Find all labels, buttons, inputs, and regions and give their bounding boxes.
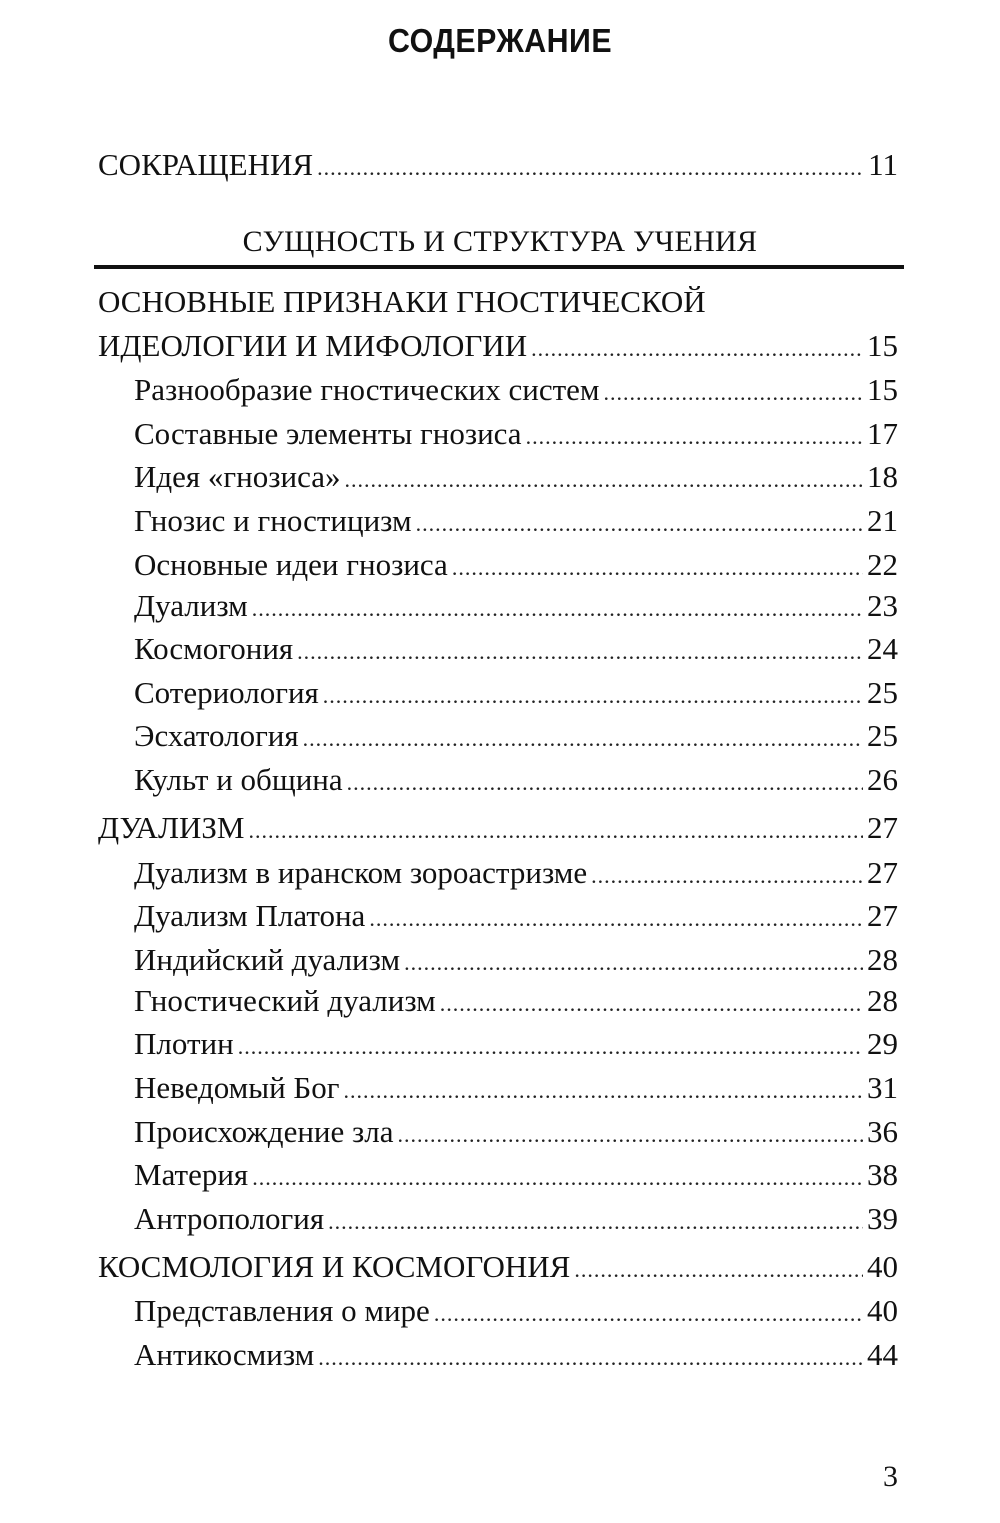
dot-leader <box>591 856 863 896</box>
toc-entry-page: 31 <box>867 1070 898 1105</box>
dot-leader <box>604 373 864 413</box>
toc-entry-label: Культ и община <box>134 762 343 797</box>
toc-entry <box>134 1199 898 1242</box>
dot-leader <box>398 1115 864 1155</box>
toc-entry <box>134 370 898 413</box>
toc-entry-label: Эсхатология <box>134 718 299 753</box>
toc-entry-label: Дуализм в иранском зороастризме <box>134 855 588 890</box>
section-divider <box>94 265 904 269</box>
toc-entry-label: СОКРАЩЕНИЯ <box>98 147 314 182</box>
toc-entry <box>134 457 898 500</box>
toc-entry-page: 23 <box>867 588 898 623</box>
toc-entry-label: Сотериология <box>134 675 319 710</box>
toc-entry-page: 21 <box>867 503 898 538</box>
dot-leader <box>574 1250 863 1290</box>
toc-chapter-2 <box>98 808 898 851</box>
chapter-title-line-1: ОСНОВНЫЕ ПРИЗНАКИ ГНОСТИЧЕСКОЙ <box>98 284 706 319</box>
dot-leader <box>328 1202 863 1242</box>
toc-entry-page: 27 <box>867 810 898 845</box>
toc-entry <box>134 853 898 896</box>
toc-entry <box>134 940 898 983</box>
dot-leader <box>303 719 863 759</box>
toc-entry <box>134 501 898 544</box>
toc-entry-label: Идея «гнозиса» <box>134 459 341 494</box>
toc-entry-page: 40 <box>867 1293 898 1328</box>
toc-entry <box>134 1335 898 1378</box>
toc-entry-page: 15 <box>867 372 898 407</box>
toc-entry <box>134 414 898 457</box>
toc-entry-label: Гностический дуализм <box>134 983 436 1018</box>
dot-leader <box>440 984 863 1024</box>
toc-entry <box>134 1024 898 1067</box>
dot-leader <box>318 1338 863 1378</box>
toc-entry-label: Представления о мире <box>134 1293 430 1328</box>
page-number: 3 <box>883 1460 898 1493</box>
toc-entry-page: 22 <box>867 547 898 582</box>
toc-entry-label: ИДЕОЛОГИИ И МИФОЛОГИИ <box>98 328 528 363</box>
toc-entry-page: 18 <box>867 459 898 494</box>
page-title: СОДЕРЖАНИЕ <box>387 22 613 59</box>
dot-leader <box>531 329 863 369</box>
toc-entry-label: ДУАЛИЗМ <box>98 810 245 845</box>
dot-leader <box>434 1294 863 1334</box>
dot-leader <box>347 763 863 803</box>
dot-leader <box>404 943 863 983</box>
dot-leader <box>526 417 863 457</box>
toc-entry-label: Гнозис и гностицизм <box>134 503 412 538</box>
dot-leader <box>317 148 864 188</box>
toc-entry <box>134 896 898 939</box>
toc-entry <box>134 586 898 629</box>
toc-entry-page: 44 <box>867 1337 898 1372</box>
toc-entry-label: Плотин <box>134 1026 234 1061</box>
toc-entry-label: КОСМОЛОГИЯ И КОСМОГОНИЯ <box>98 1249 571 1284</box>
toc-entry <box>134 760 898 803</box>
toc-entry-abbreviations <box>98 145 898 188</box>
toc-entry-page: 38 <box>867 1157 898 1192</box>
dot-leader <box>344 460 863 500</box>
dot-leader <box>297 632 863 672</box>
toc-entry-label: Антропология <box>134 1201 325 1236</box>
toc-entry-label: Индийский дуализм <box>134 942 401 977</box>
toc-entry-page: 29 <box>867 1026 898 1061</box>
toc-entry-page: 24 <box>867 631 898 666</box>
toc-entry-page: 40 <box>867 1249 898 1284</box>
toc-chapter-1 <box>98 326 898 369</box>
dot-leader <box>323 676 863 716</box>
toc-entry-page: 39 <box>867 1201 898 1236</box>
toc-entry-page: 25 <box>867 675 898 710</box>
toc-entry-page: 28 <box>867 942 898 977</box>
toc-entry <box>134 673 898 716</box>
dot-leader <box>252 1158 863 1198</box>
toc-entry-page: 27 <box>867 898 898 933</box>
dot-leader <box>416 504 863 544</box>
dot-leader <box>452 548 863 588</box>
toc-entry <box>134 1068 898 1111</box>
toc-entry-label: Материя <box>134 1157 249 1192</box>
toc-entry-page: 11 <box>868 147 898 182</box>
toc-entry-label: Космогония <box>134 631 294 666</box>
toc-entry-page: 15 <box>867 328 898 363</box>
toc-chapter-3 <box>98 1247 898 1290</box>
toc-entry <box>134 716 898 759</box>
dot-leader <box>252 589 863 629</box>
toc-entry-label: Основные идеи гнозиса <box>134 547 448 582</box>
toc-entry-label: Разнообразие гностических систем <box>134 372 600 407</box>
toc-entry-label: Неведомый Бог <box>134 1070 340 1105</box>
toc-entry <box>134 629 898 672</box>
dot-leader <box>248 811 863 851</box>
toc-entry <box>134 1291 898 1334</box>
toc-entry-page: 25 <box>867 718 898 753</box>
dot-leader <box>369 899 863 939</box>
toc-entry <box>134 1155 898 1198</box>
toc-entry-label: Дуализм <box>134 588 248 623</box>
toc-entry-page: 28 <box>867 983 898 1018</box>
dot-leader <box>343 1071 863 1111</box>
toc-entry-label: Дуализм Платона <box>134 898 366 933</box>
toc-entry-page: 26 <box>867 762 898 797</box>
toc-entry-label: Антикосмизм <box>134 1337 315 1372</box>
toc-entry <box>134 981 898 1024</box>
toc-entry-label: Составные элементы гнозиса <box>134 416 522 451</box>
toc-entry-page: 17 <box>867 416 898 451</box>
toc-entry <box>134 1112 898 1155</box>
dot-leader <box>238 1027 863 1067</box>
section-heading: СУЩНОСТЬ И СТРУКТУРА УЧЕНИЯ <box>242 225 758 258</box>
toc-entry-page: 27 <box>867 855 898 890</box>
toc-entry-page: 36 <box>867 1114 898 1149</box>
toc-entry <box>134 545 898 588</box>
toc-entry-label: Происхождение зла <box>134 1114 394 1149</box>
